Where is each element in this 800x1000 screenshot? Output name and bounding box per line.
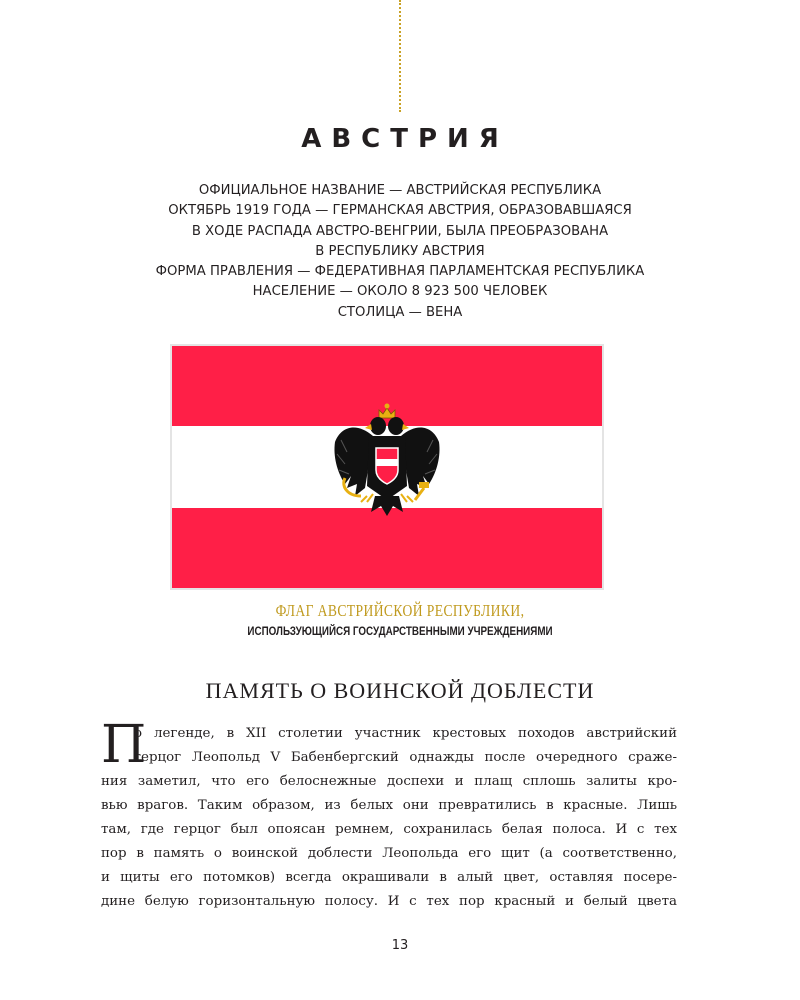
page-title: АВСТРИЯ	[301, 124, 509, 154]
flag-caption-subtitle: ИСПОЛЬЗУЮЩИЙСЯ ГОСУДАРСТВЕННЫМИ УЧРЕЖДЕНИЯМИ	[247, 624, 553, 638]
body-paragraph	[101, 722, 677, 914]
body-line: дине белую горизонтальную полосу. И с тех пор красный и белый цвета	[101, 894, 677, 909]
decorative-dotted-line	[399, 0, 401, 112]
flag-caption-title: ФЛАГ АВСТРИЙСКОЙ РЕСПУБЛИКИ,	[275, 601, 525, 620]
fact-line: В ХОДЕ РАСПАДА АВСТРО-ВЕНГРИИ, БЫЛА ПРЕОБРАЗОВАНА	[191, 223, 609, 239]
page-number: 13	[391, 938, 409, 953]
body-line: вью врагов. Таким образом, из белых они превратились в красные. Лишь	[101, 798, 677, 813]
drop-cap: П	[101, 715, 147, 775]
austrian-flag-image	[170, 344, 604, 590]
body-line: там, где герцог был опоясан ремнем, сохранилась белая полоса. И с тех	[101, 822, 677, 837]
fact-line: ОФИЦИАЛЬНОЕ НАЗВАНИЕ — АВСТРИЙСКАЯ РЕСПУБЛИКА	[198, 183, 602, 198]
section-heading: ПАМЯТЬ О ВОИНСКОЙ ДОБЛЕСТИ	[205, 678, 595, 703]
body-line: и щиты его потомков) всегда окрашивали в алый цвет, оставляя посере-	[101, 870, 677, 885]
body-line: о легенде, в XII столетии участник крестовых походов австрийский	[134, 726, 677, 741]
fact-line: ФОРМА ПРАВЛЕНИЯ — ФЕДЕРАТИВНАЯ ПАРЛАМЕНТСКАЯ РЕСПУБЛИКА	[155, 264, 645, 280]
body-line: герцог Леопольд V Бабенбергский однажды после очередного сраже-	[134, 750, 677, 765]
austrian-flag-with-eagle-icon	[172, 346, 602, 588]
fact-line: СТОЛИЦА — ВЕНА	[337, 304, 463, 320]
fact-line: ОКТЯБРЬ 1919 ГОДА — ГЕРМАНСКАЯ АВСТРИЯ, ОБРАЗОВАВШАЯСЯ	[168, 203, 632, 219]
country-facts	[0, 181, 800, 323]
fact-line: В РЕСПУБЛИКУ АВСТРИЯ	[315, 243, 485, 259]
fact-line: НАСЕЛЕНИЕ — ОКОЛО 8 923 500 ЧЕЛОВЕК	[252, 284, 548, 300]
body-line: ния заметил, что его белоснежные доспехи и плащ сплошь залиты кро-	[101, 774, 677, 789]
body-line: пор в память о воинской доблести Леопольда его щит (а соответственно,	[101, 846, 677, 861]
